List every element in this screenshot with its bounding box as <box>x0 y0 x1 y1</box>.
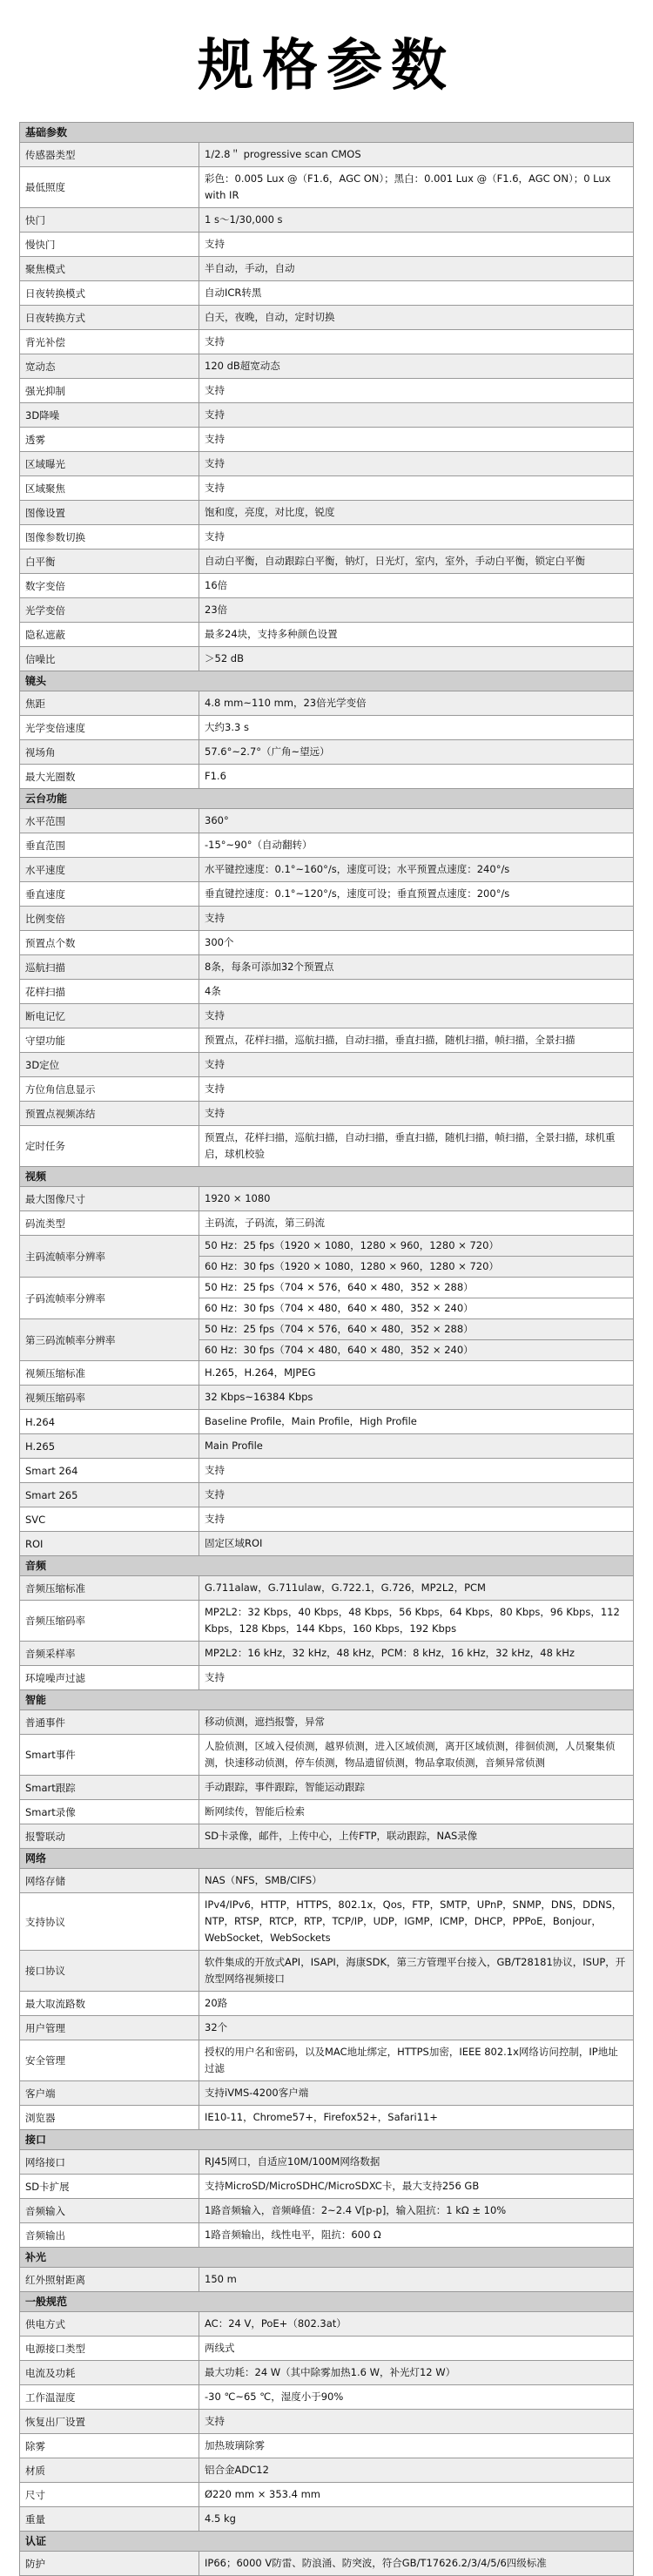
spec-value: 57.6°~2.7°（广角~望远） <box>199 740 634 764</box>
spec-label: H.265 <box>20 1434 199 1458</box>
spec-row <box>20 281 634 306</box>
spec-value: H.265，H.264，MJPEG <box>199 1361 634 1385</box>
spec-label: 焦距 <box>20 691 199 715</box>
spec-label: 材质 <box>20 2458 199 2482</box>
spec-value: 300个 <box>199 931 634 954</box>
spec-value: IE10-11，Chrome57+，Firefox52+，Safari11+ <box>199 2106 634 2129</box>
spec-label: 红外照射距离 <box>20 2268 199 2291</box>
spec-value: 饱和度，亮度，对比度，锐度 <box>199 501 634 524</box>
spec-value: 最多24块，支持多种颜色设置 <box>199 623 634 646</box>
spec-value-line: 60 Hz：30 fps（1920 × 1080，1280 × 960，1280 × 720） <box>205 1260 499 1272</box>
spec-row <box>20 1410 634 1434</box>
spec-value: 固定区域ROI <box>199 1532 634 1555</box>
spec-row <box>20 931 634 955</box>
spec-value: 预置点，花样扫描，巡航扫描，自动扫描，垂直扫描，随机扫描，帧扫描，全景扫描，球机重启，球机校验 <box>199 1126 634 1166</box>
spec-label: 水平范围 <box>20 809 199 833</box>
spec-value: 白天，夜晚，自动，定时切换 <box>199 306 634 329</box>
spec-value: 支持 <box>199 1507 634 1531</box>
spec-label: 比例变倍 <box>20 907 199 930</box>
spec-label: 视场角 <box>20 740 199 764</box>
spec-label: 普通事件 <box>20 1710 199 1734</box>
spec-label: 环境噪声过滤 <box>20 1666 199 1689</box>
spec-label: 视频压缩码率 <box>20 1386 199 1409</box>
spec-row <box>20 1800 634 1824</box>
spec-label: 音频输出 <box>20 2223 199 2247</box>
spec-row <box>20 550 634 574</box>
spec-label: 数字变倍 <box>20 574 199 597</box>
spec-row <box>20 1666 634 1690</box>
spec-label: 音频采样率 <box>20 1642 199 1665</box>
spec-row <box>20 2199 634 2223</box>
spec-value: 8条，每条可添加32个预置点 <box>199 955 634 979</box>
spec-label: 快门 <box>20 208 199 232</box>
spec-row <box>20 1893 634 1951</box>
section-header: 基础参数 <box>20 123 634 143</box>
spec-label: 浏览器 <box>20 2106 199 2129</box>
spec-value: 最大功耗：24 W（其中除雾加热1.6 W，补光灯12 W） <box>199 2361 634 2384</box>
spec-value: 水平键控速度：0.1°~160°/s，速度可设；水平预置点速度：240°/s <box>199 858 634 881</box>
spec-row <box>20 623 634 647</box>
spec-row <box>20 647 634 671</box>
spec-row <box>20 2385 634 2410</box>
spec-label: 防护 <box>20 2552 199 2575</box>
spec-label: 安全管理 <box>20 2040 199 2080</box>
spec-label: 视频压缩标准 <box>20 1361 199 1385</box>
spec-label: SD卡扩展 <box>20 2175 199 2198</box>
spec-label: 除雾 <box>20 2434 199 2458</box>
spec-value-line: 50 Hz：25 fps（704 × 576，640 × 480，352 × 288） <box>199 1319 633 1340</box>
spec-row <box>20 306 634 330</box>
spec-row <box>20 476 634 501</box>
spec-value <box>199 1236 634 1277</box>
spec-row <box>20 2175 634 2199</box>
spec-label: 子码流帧率分辨率 <box>20 1278 199 1318</box>
spec-label: 网络接口 <box>20 2150 199 2174</box>
spec-value: 大约3.3 s <box>199 716 634 739</box>
spec-row <box>20 882 634 907</box>
spec-value: 1路音频输出，线性电平，阻抗：600 Ω <box>199 2223 634 2247</box>
spec-label: Smart跟踪 <box>20 1776 199 1799</box>
spec-value: SD卡录像，邮件，上传中心，上传FTP，联动跟踪，NAS录像 <box>199 1824 634 1848</box>
spec-label: 音频压缩标准 <box>20 1576 199 1600</box>
spec-row <box>20 1576 634 1601</box>
spec-label: 工作温湿度 <box>20 2385 199 2409</box>
spec-label: 主码流帧率分辨率 <box>20 1236 199 1277</box>
spec-value: 手动跟踪，事件跟踪，智能运动跟踪 <box>199 1776 634 1799</box>
spec-row <box>20 2410 634 2434</box>
spec-row <box>20 428 634 452</box>
spec-value: 4.5 kg <box>199 2507 634 2531</box>
spec-value: 加热玻璃除雾 <box>199 2434 634 2458</box>
spec-value: 支持 <box>199 379 634 402</box>
spec-value: 支持 <box>199 403 634 427</box>
spec-row <box>20 1361 634 1386</box>
spec-row <box>20 2106 634 2130</box>
spec-label: 支持协议 <box>20 1893 199 1950</box>
page-title: 规格参数 <box>198 34 455 98</box>
spec-label: H.264 <box>20 1410 199 1433</box>
spec-label: 宽动态 <box>20 354 199 378</box>
spec-row <box>20 2150 634 2175</box>
spec-value: 支持 <box>199 330 634 354</box>
spec-row <box>20 2483 634 2507</box>
spec-row <box>20 1187 634 1211</box>
spec-value: NAS（NFS，SMB/CIFS） <box>199 1869 634 1892</box>
spec-value: 移动侦测，遮挡报警，异常 <box>199 1710 634 1734</box>
spec-row <box>20 1824 634 1849</box>
spec-row <box>20 955 634 980</box>
spec-row <box>20 1507 634 1532</box>
spec-value: 4.8 mm~110 mm，23倍光学变倍 <box>199 691 634 715</box>
spec-row <box>20 2223 634 2248</box>
spec-row <box>20 1077 634 1102</box>
spec-value: F1.6 <box>199 765 634 788</box>
spec-row <box>20 1319 634 1361</box>
spec-label: 用户管理 <box>20 2016 199 2040</box>
spec-row <box>20 167 634 208</box>
section-header: 接口 <box>20 2130 634 2150</box>
spec-label: 恢复出厂设置 <box>20 2410 199 2433</box>
spec-row <box>20 2507 634 2532</box>
spec-label: 网络存储 <box>20 1869 199 1892</box>
spec-label: 音频输入 <box>20 2199 199 2222</box>
spec-value: 支持 <box>199 1483 634 1507</box>
spec-row <box>20 1053 634 1077</box>
spec-value: 断网续传，智能后检索 <box>199 1800 634 1824</box>
spec-label: 背光补偿 <box>20 330 199 354</box>
spec-label: 图像参数切换 <box>20 525 199 549</box>
section-header: 视频 <box>20 1167 634 1187</box>
section-header: 智能 <box>20 1690 634 1710</box>
spec-label: Smart录像 <box>20 1800 199 1824</box>
spec-label: Smart 265 <box>20 1483 199 1507</box>
section-header: 认证 <box>20 2532 634 2552</box>
spec-label: SVC <box>20 1507 199 1531</box>
section-header: 音频 <box>20 1556 634 1576</box>
spec-row <box>20 1102 634 1126</box>
spec-row <box>20 233 634 257</box>
spec-value: 预置点，花样扫描，巡航扫描，自动扫描，垂直扫描，随机扫描，帧扫描，全景扫描 <box>199 1028 634 1052</box>
spec-row <box>20 1992 634 2016</box>
spec-row <box>20 2268 634 2292</box>
spec-row <box>20 330 634 354</box>
spec-label: 花样扫描 <box>20 980 199 1003</box>
spec-row <box>20 208 634 233</box>
spec-row <box>20 691 634 716</box>
spec-row <box>20 2016 634 2040</box>
spec-label: 供电方式 <box>20 2312 199 2336</box>
spec-value: RJ45网口，自适应10M/100M网络数据 <box>199 2150 634 2174</box>
spec-label: 报警联动 <box>20 1824 199 1848</box>
spec-value: 人脸侦测，区域入侵侦测，越界侦测，进入区域侦测，离开区域侦测，徘徊侦测，人员聚集侦测，快速移动侦测，停车侦测，物品遗留侦测，物品拿取侦测，音频异常侦测 <box>199 1735 634 1775</box>
spec-value: Baseline Profile，Main Profile，High Profile <box>199 1410 634 1433</box>
spec-label: 接口协议 <box>20 1951 199 1991</box>
spec-row <box>20 379 634 403</box>
spec-row <box>20 858 634 882</box>
spec-row <box>20 1642 634 1666</box>
spec-label: 慢快门 <box>20 233 199 256</box>
spec-row <box>20 574 634 598</box>
spec-label: 强光抑制 <box>20 379 199 402</box>
spec-value: 120 dB超宽动态 <box>199 354 634 378</box>
spec-value: 20路 <box>199 1992 634 2015</box>
section-header: 网络 <box>20 1849 634 1869</box>
spec-row <box>20 2040 634 2081</box>
spec-label: ROI <box>20 1532 199 1555</box>
spec-value: IPv4/IPv6，HTTP，HTTPS，802.1x，Qos，FTP，SMTP，UPnP，SNMP，DNS，DDNS，NTP，RTSP，RTCP，RTP，TCP/IP，UDP，IGMP，ICMP，DHCP，PPPoE，Bonjour，WebSocket，WebSockets <box>199 1893 634 1950</box>
spec-value: 支持 <box>199 2410 634 2433</box>
spec-value: 软件集成的开放式API，ISAPI，海康SDK，第三方管理平台接入，GB/T28181协议，ISUP，开放型网络视频接口 <box>199 1951 634 1991</box>
spec-value: MP2L2：16 kHz，32 kHz，48 kHz，PCM：8 kHz，16 kHz，32 kHz，48 kHz <box>199 1642 634 1665</box>
spec-row <box>20 1386 634 1410</box>
spec-label: 最低照度 <box>20 167 199 207</box>
spec-value: 支持 <box>199 1004 634 1028</box>
spec-label: 方位角信息显示 <box>20 1077 199 1101</box>
spec-label: Smart事件 <box>20 1735 199 1775</box>
spec-value: 23倍 <box>199 598 634 622</box>
spec-row <box>20 403 634 428</box>
spec-label: 日夜转换模式 <box>20 281 199 305</box>
spec-row <box>20 2337 634 2361</box>
spec-label: 3D定位 <box>20 1053 199 1076</box>
spec-value: 1 s～1/30,000 s <box>199 208 634 232</box>
spec-row <box>20 1236 634 1278</box>
spec-value: 铝合金ADC12 <box>199 2458 634 2482</box>
spec-label: 最大光圈数 <box>20 765 199 788</box>
spec-value: 4条 <box>199 980 634 1003</box>
spec-label: 第三码流帧率分辨率 <box>20 1319 199 1360</box>
spec-row <box>20 1735 634 1776</box>
spec-value: 自动白平衡，自动跟踪白平衡，钠灯，日光灯，室内，室外，手动白平衡，锁定白平衡 <box>199 550 634 573</box>
spec-row <box>20 1434 634 1459</box>
spec-value: 垂直键控速度：0.1°~120°/s，速度可设；垂直预置点速度：200°/s <box>199 882 634 906</box>
spec-row <box>20 809 634 833</box>
spec-value: 支持 <box>199 476 634 500</box>
spec-label: 区域聚焦 <box>20 476 199 500</box>
spec-row <box>20 2081 634 2106</box>
section-header: 云台功能 <box>20 789 634 809</box>
spec-row <box>20 257 634 281</box>
spec-value: MP2L2：32 Kbps，40 Kbps，48 Kbps，56 Kbps，64 Kbps，80 Kbps，96 Kbps，112 Kbps，128 Kbps，144 Kbps，160 Kbps，192 Kbps <box>199 1601 634 1641</box>
spec-label: 重量 <box>20 2507 199 2531</box>
spec-value: 支持 <box>199 1666 634 1689</box>
spec-label: 电源接口类型 <box>20 2337 199 2360</box>
spec-row <box>20 1601 634 1642</box>
spec-value: 16倍 <box>199 574 634 597</box>
spec-value: 彩色：0.005 Lux @（F1.6，AGC ON）；黑白：0.001 Lux @（F1.6，AGC ON）；0 Lux with IR <box>199 167 634 207</box>
spec-label: 客户端 <box>20 2081 199 2105</box>
spec-label: 信噪比 <box>20 647 199 671</box>
section-header: 一般规范 <box>20 2292 634 2312</box>
spec-row <box>20 1211 634 1236</box>
spec-value: 自动ICR转黑 <box>199 281 634 305</box>
spec-label: 电流及功耗 <box>20 2361 199 2384</box>
spec-label: 隐私遮蔽 <box>20 623 199 646</box>
spec-label: 光学变倍 <box>20 598 199 622</box>
spec-value: 支持 <box>199 907 634 930</box>
spec-label: 码流类型 <box>20 1211 199 1235</box>
spec-row <box>20 2552 634 2576</box>
section-header: 镜头 <box>20 671 634 691</box>
spec-value: 支持iVMS-4200客户端 <box>199 2081 634 2105</box>
spec-label: 白平衡 <box>20 550 199 573</box>
spec-value: -30 ℃~65 ℃，湿度小于90% <box>199 2385 634 2409</box>
spec-value: 支持 <box>199 1459 634 1482</box>
spec-row <box>20 1532 634 1556</box>
spec-label: 尺寸 <box>20 2483 199 2506</box>
spec-label: 最大图像尺寸 <box>20 1187 199 1210</box>
spec-row <box>20 452 634 476</box>
spec-row <box>20 1004 634 1028</box>
spec-label: 透雾 <box>20 428 199 451</box>
spec-row <box>20 1278 634 1319</box>
spec-label: 守望功能 <box>20 1028 199 1052</box>
spec-row <box>20 2458 634 2483</box>
spec-label: 最大取流路数 <box>20 1992 199 2015</box>
spec-value: AC：24 V，PoE+（802.3at） <box>199 2312 634 2336</box>
spec-value: 32 Kbps~16384 Kbps <box>199 1386 634 1409</box>
spec-label: 图像设置 <box>20 501 199 524</box>
spec-label: 3D降噪 <box>20 403 199 427</box>
spec-row <box>20 501 634 525</box>
spec-row <box>20 598 634 623</box>
spec-value <box>199 1319 634 1360</box>
spec-row <box>20 740 634 765</box>
spec-value: 32个 <box>199 2016 634 2040</box>
spec-label: 垂直速度 <box>20 882 199 906</box>
spec-row <box>20 1710 634 1735</box>
spec-value: 1920 × 1080 <box>199 1187 634 1210</box>
spec-row <box>20 1869 634 1893</box>
spec-label: 预置点个数 <box>20 931 199 954</box>
spec-value: 支持 <box>199 1102 634 1125</box>
spec-value: -15°~90°（自动翻转） <box>199 833 634 857</box>
spec-label: 日夜转换方式 <box>20 306 199 329</box>
spec-table <box>19 122 634 2576</box>
spec-row <box>20 1028 634 1053</box>
spec-label: 区域曝光 <box>20 452 199 475</box>
spec-value-line: 50 Hz：25 fps（704 × 576，640 × 480，352 × 288） <box>199 1278 633 1298</box>
spec-value: 支持 <box>199 428 634 451</box>
spec-value: 支持 <box>199 1077 634 1101</box>
spec-label: 预置点视频冻结 <box>20 1102 199 1125</box>
spec-label: 定时任务 <box>20 1126 199 1166</box>
spec-value: 授权的用户名和密码，以及MAC地址绑定，HTTPS加密，IEEE 802.1x网络访问控制，IP地址过滤 <box>199 2040 634 2080</box>
spec-row <box>20 143 634 167</box>
spec-value-line: 60 Hz：30 fps（704 × 480，640 × 480，352 × 240） <box>205 1344 474 1356</box>
spec-row <box>20 1483 634 1507</box>
spec-value: IP66；6000 V防雷、防浪涌、防突波，符合GB/T17626.2/3/4/5/6四级标准 <box>199 2552 634 2575</box>
spec-value: G.711alaw，G.711ulaw，G.722.1，G.726，MP2L2，PCM <box>199 1576 634 1600</box>
spec-row <box>20 907 634 931</box>
spec-row <box>20 525 634 550</box>
spec-value: 支持MicroSD/MicroSDHC/MicroSDXC卡，最大支持256 GB <box>199 2175 634 2198</box>
spec-row <box>20 2361 634 2385</box>
spec-row <box>20 1459 634 1483</box>
spec-value: 150 m <box>199 2268 634 2291</box>
spec-row <box>20 1776 634 1800</box>
spec-label: Smart 264 <box>20 1459 199 1482</box>
spec-label: 水平速度 <box>20 858 199 881</box>
spec-label: 光学变倍速度 <box>20 716 199 739</box>
spec-value: 主码流，子码流，第三码流 <box>199 1211 634 1235</box>
spec-value: 支持 <box>199 1053 634 1076</box>
spec-value: 360° <box>199 809 634 833</box>
spec-row <box>20 2434 634 2458</box>
spec-value: 支持 <box>199 452 634 475</box>
spec-value: 1路音频输入，音频峰值：2~2.4 V[p-p]，输入阻抗：1 kΩ ± 10% <box>199 2199 634 2222</box>
spec-label: 聚焦模式 <box>20 257 199 280</box>
spec-label: 垂直范围 <box>20 833 199 857</box>
spec-label: 音频压缩码率 <box>20 1601 199 1641</box>
section-header: 补光 <box>20 2248 634 2268</box>
spec-value: ＞52 dB <box>199 647 634 671</box>
spec-value: Main Profile <box>199 1434 634 1458</box>
spec-value: 两线式 <box>199 2337 634 2360</box>
spec-value: 支持 <box>199 233 634 256</box>
spec-row <box>20 354 634 379</box>
spec-value: 半自动，手动，自动 <box>199 257 634 280</box>
spec-value: Ø220 mm × 353.4 mm <box>199 2483 634 2506</box>
spec-value-line: 60 Hz：30 fps（704 × 480，640 × 480，352 × 240） <box>205 1302 474 1314</box>
spec-value-line: 50 Hz：25 fps（1920 × 1080，1280 × 960，1280 × 720） <box>199 1236 633 1257</box>
spec-row <box>20 2312 634 2337</box>
spec-row <box>20 765 634 789</box>
spec-value: 支持 <box>199 525 634 549</box>
spec-label: 巡航扫描 <box>20 955 199 979</box>
spec-label: 传感器类型 <box>20 143 199 166</box>
spec-row <box>20 980 634 1004</box>
spec-value: 1/2.8＂ progressive scan CMOS <box>199 143 634 166</box>
spec-row <box>20 1126 634 1167</box>
spec-row <box>20 833 634 858</box>
spec-value <box>199 1278 634 1318</box>
spec-row <box>20 716 634 740</box>
spec-row <box>20 1951 634 1992</box>
spec-label: 断电记忆 <box>20 1004 199 1028</box>
